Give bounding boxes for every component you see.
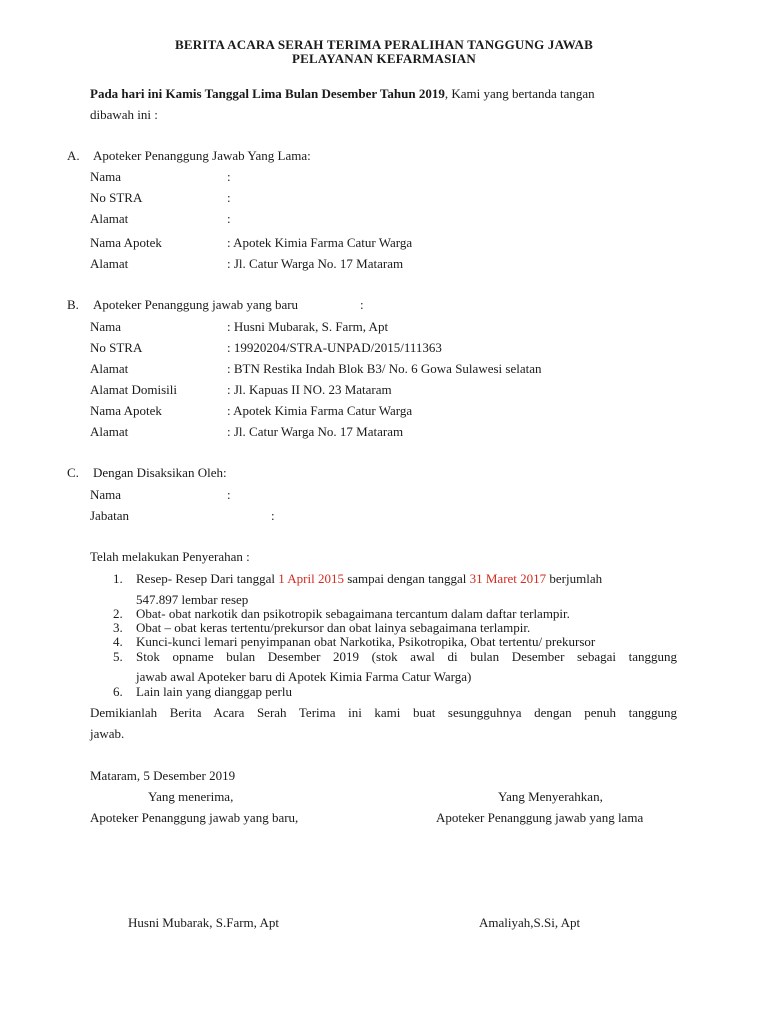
section-b-label-alamat-apotek: Alamat — [90, 424, 129, 439]
section-b-label-nama: Nama — [90, 319, 122, 334]
handover-item1-line2: 547.897 lembar resep — [136, 592, 249, 607]
section-c-value-jabatan: : — [271, 508, 275, 523]
section-a-value-alamat-apotek: : Jl. Catur Warga No. 17 Mataram — [227, 256, 404, 271]
handover-item1-text-a: Resep- Resep Dari tanggal — [136, 571, 279, 586]
section-a-value-nama-apotek: : Apotek Kimia Farma Catur Warga — [227, 235, 413, 250]
intro-paragraph-line1 — [90, 86, 595, 102]
handover-item1-number: 1. — [113, 571, 123, 586]
section-c-label-jabatan: Jabatan — [90, 508, 129, 523]
section-a-value-nama: : — [227, 169, 231, 184]
section-b-marker: B. — [67, 297, 79, 312]
section-b-heading-colon: : — [360, 297, 364, 312]
closing-line2: jawab. — [90, 726, 125, 741]
section-a-heading: Apoteker Penanggung Jawab Yang Lama: — [93, 148, 311, 163]
section-b-value-nama: : Husni Mubarak, S. Farm, Apt — [227, 319, 389, 334]
signature-right-title: Apoteker Penanggung jawab yang lama — [436, 810, 644, 825]
section-b-value-alamat-apotek: : Jl. Catur Warga No. 17 Mataram — [227, 424, 404, 439]
intro-paragraph-line2: dibawah ini : — [90, 107, 158, 122]
handover-item4-number: 4. — [113, 634, 123, 649]
section-c-heading: Dengan Disaksikan Oleh: — [93, 465, 227, 480]
handover-item6-text: Lain lain yang dianggap perlu — [136, 684, 292, 699]
handover-item3-text: Obat – obat keras tertentu/prekursor dan obat lainya sebagaimana terlampir. — [136, 620, 531, 635]
section-b-value-domisili: : Jl. Kapuas II NO. 23 Mataram — [227, 382, 392, 397]
signature-left-role: Yang menerima, — [148, 789, 234, 804]
section-b-value-nama-apotek: : Apotek Kimia Farma Catur Warga — [227, 403, 413, 418]
intro-date-bold: Pada hari ini Kamis Tanggal Lima Bulan Desember Tahun 2019 — [90, 86, 445, 101]
signature-left-title: Apoteker Penanggung jawab yang baru, — [90, 810, 299, 825]
handover-item1-line1 — [136, 571, 602, 587]
section-a-label-stra: No STRA — [90, 190, 143, 205]
closing-line1: Demikianlah Berita Acara Serah Terima ini kami buat sesungguhnya dengan penuh tanggung — [90, 705, 677, 720]
section-b-label-stra: No STRA — [90, 340, 143, 355]
signature-right-name: Amaliyah,S.Si, Apt — [479, 915, 581, 930]
section-a-label-nama: Nama — [90, 169, 122, 184]
handover-item1-start-date: 1 April 2015 — [278, 571, 344, 586]
section-b-value-alamat: : BTN Restika Indah Blok B3/ No. 6 Gowa Sulawesi selatan — [227, 361, 542, 376]
handover-item5-line2: jawab awal Apoteker baru di Apotek Kimia Farma Catur Warga) — [136, 669, 472, 684]
section-b-heading: Apoteker Penanggung jawab yang baru — [93, 297, 299, 312]
section-a-label-alamat: Alamat — [90, 211, 129, 226]
handover-item3-number: 3. — [113, 620, 123, 635]
section-b-label-nama-apotek: Nama Apotek — [90, 403, 162, 418]
place-date: Mataram, 5 Desember 2019 — [90, 768, 236, 783]
section-c-label-nama: Nama — [90, 487, 122, 502]
intro-rest: , Kami yang bertanda tangan — [444, 86, 595, 101]
handover-item1-end-date: 31 Maret 2017 — [469, 571, 547, 586]
handover-heading: Telah melakukan Penyerahan : — [90, 549, 250, 564]
handover-item5-number: 5. — [113, 649, 123, 664]
section-a-value-alamat: : — [227, 211, 231, 226]
section-b-label-domisili: Alamat Domisili — [90, 382, 178, 397]
section-a-label-alamat-apotek: Alamat — [90, 256, 129, 271]
handover-item1-text-b: sampai dengan tanggal — [343, 571, 470, 586]
section-b-label-alamat: Alamat — [90, 361, 129, 376]
section-c-value-nama: : — [227, 487, 231, 502]
handover-item2-text: Obat- obat narkotik dan psikotropik sebagaimana tercantum dalam daftar terlampir. — [136, 606, 570, 621]
document-title-line2: PELAYANAN KEFARMASIAN — [292, 51, 476, 66]
section-c-marker: C. — [67, 465, 79, 480]
signature-right-role: Yang Menyerahkan, — [498, 789, 603, 804]
handover-item2-number: 2. — [113, 606, 123, 621]
signature-left-name: Husni Mubarak, S.Farm, Apt — [128, 915, 279, 930]
section-a-value-stra: : — [227, 190, 231, 205]
section-b-value-stra: : 19920204/STRA-UNPAD/2015/111363 — [227, 340, 442, 355]
handover-item5-line1: Stok opname bulan Desember 2019 (stok awal di bulan Desember sebagai tanggung — [136, 649, 677, 664]
handover-item1-text-c: berjumlah — [546, 571, 603, 586]
document-title-line1: BERITA ACARA SERAH TERIMA PERALIHAN TANGGUNG JAWAB — [175, 37, 593, 52]
handover-item4-text: Kunci-kunci lemari penyimpanan obat Narkotika, Psikotropika, Obat tertentu/ prekursor — [136, 634, 596, 649]
handover-item6-number: 6. — [113, 684, 123, 699]
section-a-marker: A. — [67, 148, 80, 163]
section-a-label-nama-apotek: Nama Apotek — [90, 235, 162, 250]
